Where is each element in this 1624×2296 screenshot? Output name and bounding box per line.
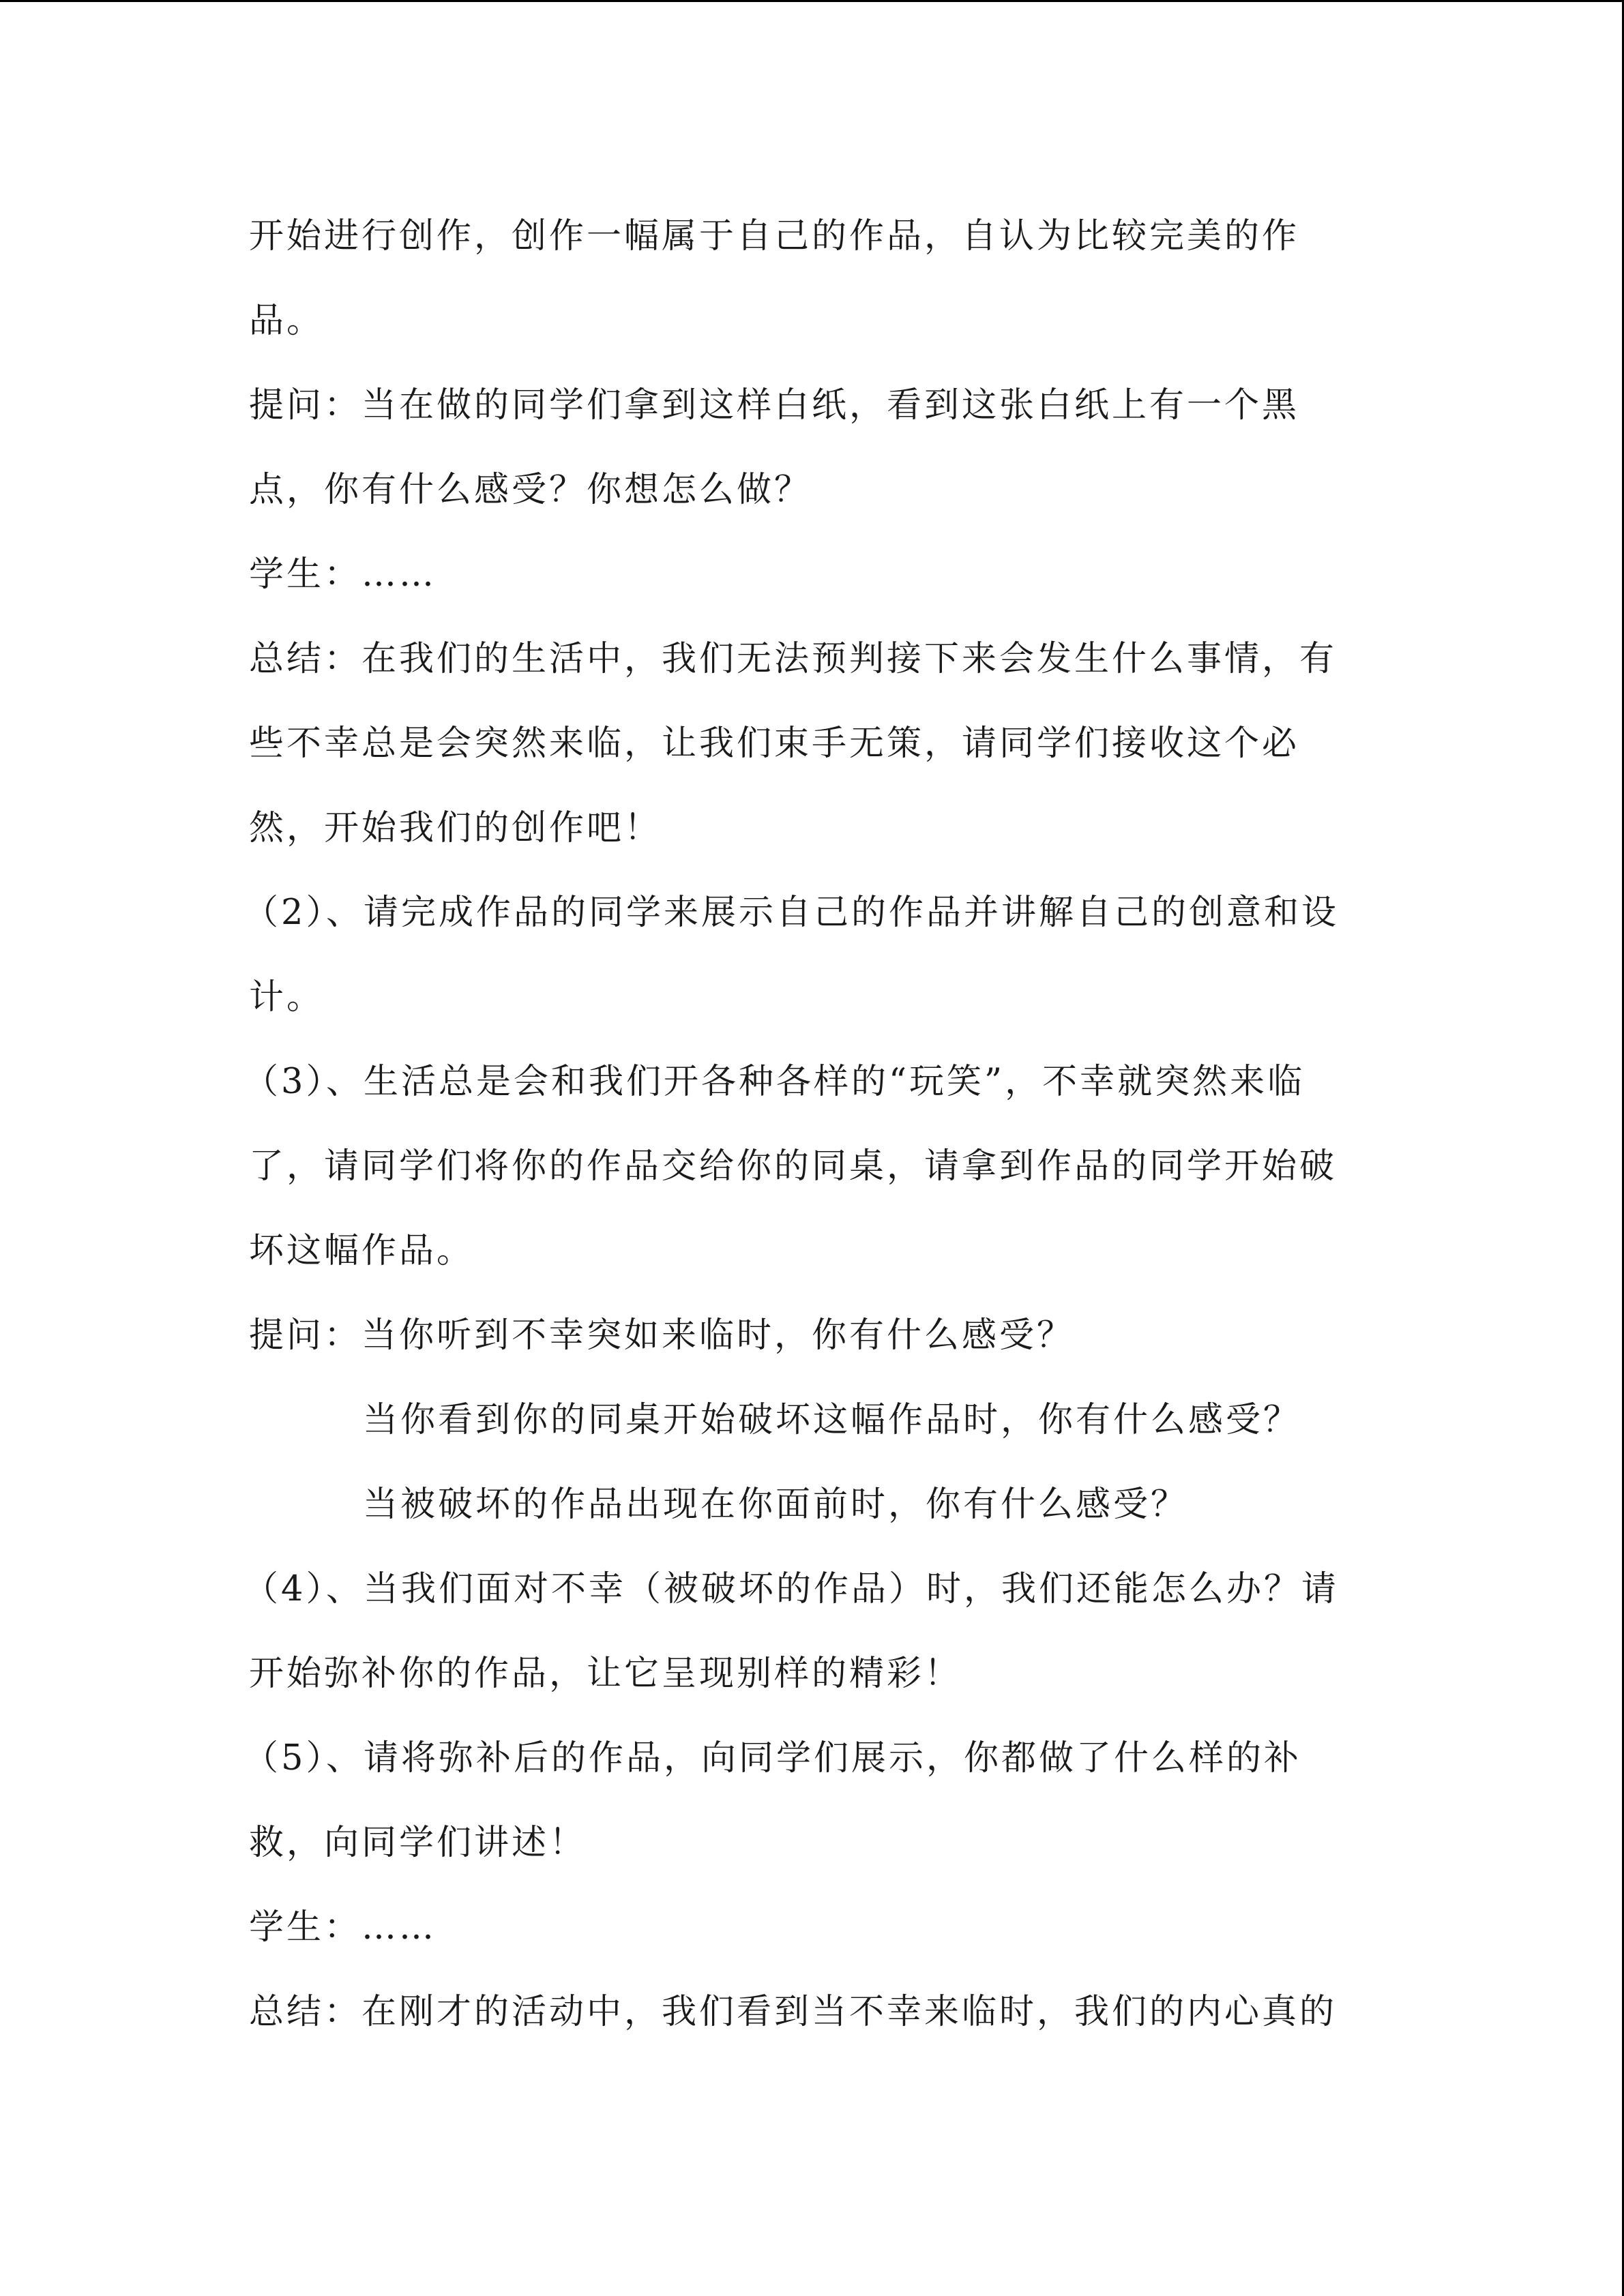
text-line: 当你看到你的同桌开始破坏这幅作品时，你有什么感受？ xyxy=(363,1400,1301,1440)
text-line: 坏这幅作品。 xyxy=(249,1231,475,1271)
text-line: （5）、请将弥补后的作品，向同学们展示，你都做了什么样的补 xyxy=(243,1738,1301,1778)
page-border-top xyxy=(0,0,1624,2)
text-line: 些不幸总是会突然来临，让我们束手无策，请同学们接收这个必 xyxy=(249,724,1300,764)
text-line: 开始进行创作，创作一幅属于自己的作品，自认为比较完美的作 xyxy=(249,216,1300,256)
text-line: （3）、生活总是会和我们开各种各样的“玩笑”，不幸就突然来临 xyxy=(243,1062,1305,1102)
text-line: （2）、请完成作品的同学来展示自己的作品并讲解自己的创意和设 xyxy=(243,893,1339,933)
text-line: 品。 xyxy=(249,301,325,341)
text-line: 总结：在我们的生活中，我们无法预判接下来会发生什么事情，有 xyxy=(249,639,1338,679)
text-line: 当被破坏的作品出现在你面前时，你有什么感受？ xyxy=(363,1485,1189,1525)
text-line: 提问：当你听到不幸突如来临时，你有什么感受？ xyxy=(249,1315,1075,1356)
text-line: 学生：…… xyxy=(249,554,437,595)
text-line: 提问：当在做的同学们拿到这样白纸，看到这张白纸上有一个黑 xyxy=(249,385,1300,426)
text-line: 点，你有什么感受？你想怎么做？ xyxy=(249,470,812,510)
text-line: 开始弥补你的作品，让它呈现别样的精彩！ xyxy=(249,1654,962,1694)
text-line: （4）、当我们面对不幸（被破坏的作品）时，我们还能怎么办？请 xyxy=(243,1569,1339,1609)
text-line: 然，开始我们的创作吧！ xyxy=(249,808,662,848)
text-line: 学生：…… xyxy=(249,1907,437,1948)
text-line: 总结：在刚才的活动中，我们看到当不幸来临时，我们的内心真的 xyxy=(249,1992,1338,2032)
text-line: 了，请同学们将你的作品交给你的同桌，请拿到作品的同学开始破 xyxy=(249,1146,1338,1187)
text-line: 救，向同学们讲述！ xyxy=(249,1823,587,1863)
text-line: 计。 xyxy=(249,977,325,1017)
document-body xyxy=(243,213,1368,2073)
